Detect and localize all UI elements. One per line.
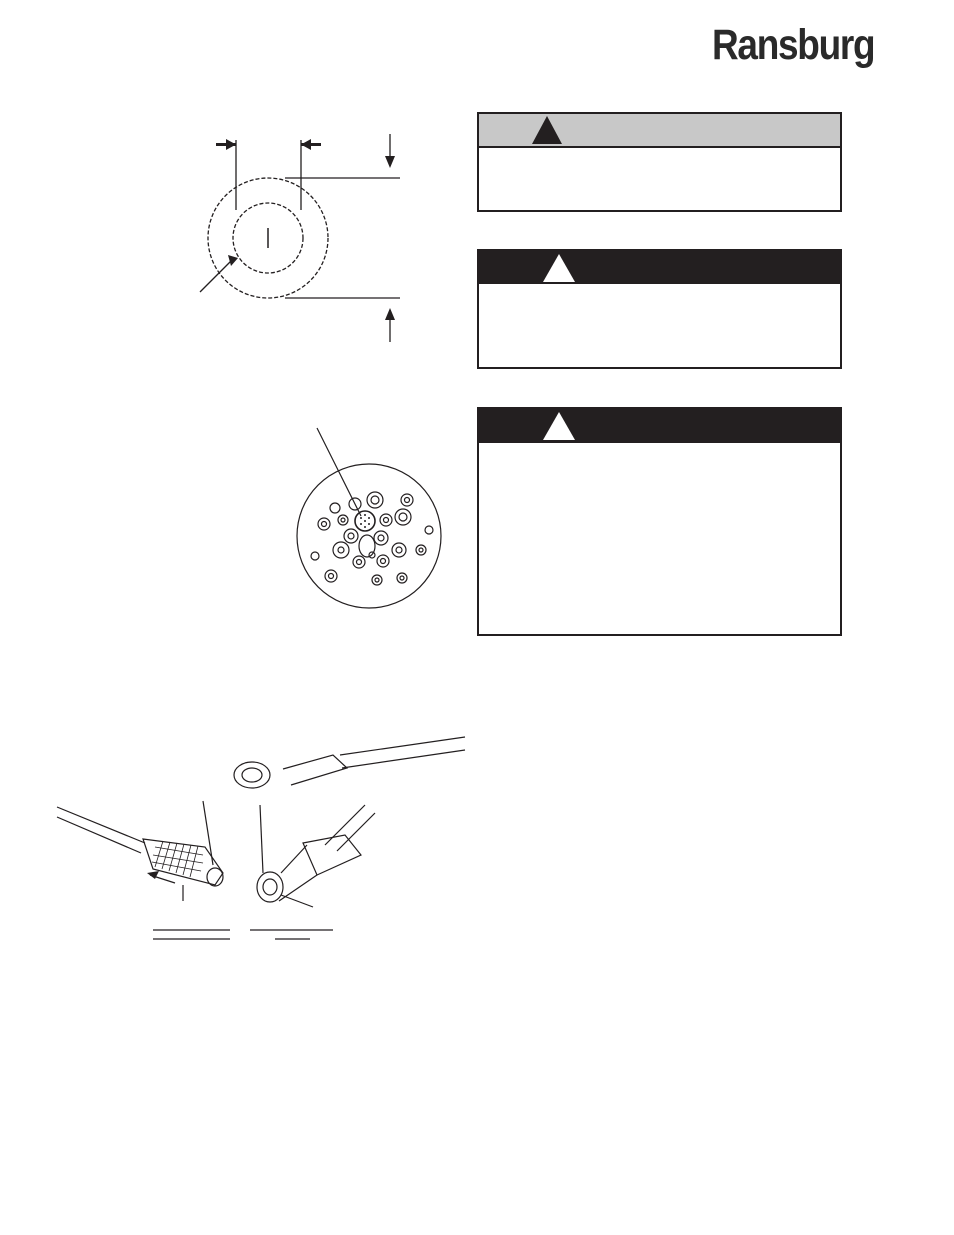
caution-callout xyxy=(477,112,842,212)
manifold-face-diagram xyxy=(295,420,455,620)
o-ring-dimension-diagram xyxy=(140,120,440,360)
cable-connector-diagram xyxy=(55,735,475,950)
warning-triangle-icon xyxy=(542,411,576,441)
warning-callout xyxy=(477,407,842,636)
ransburg-logo: Ransburg xyxy=(712,21,875,69)
warning-callout xyxy=(477,249,842,369)
warning-header-bar xyxy=(479,251,840,284)
warning-header-bar xyxy=(479,409,840,443)
warning-triangle-icon xyxy=(531,115,563,145)
warning-triangle-icon xyxy=(542,253,576,283)
